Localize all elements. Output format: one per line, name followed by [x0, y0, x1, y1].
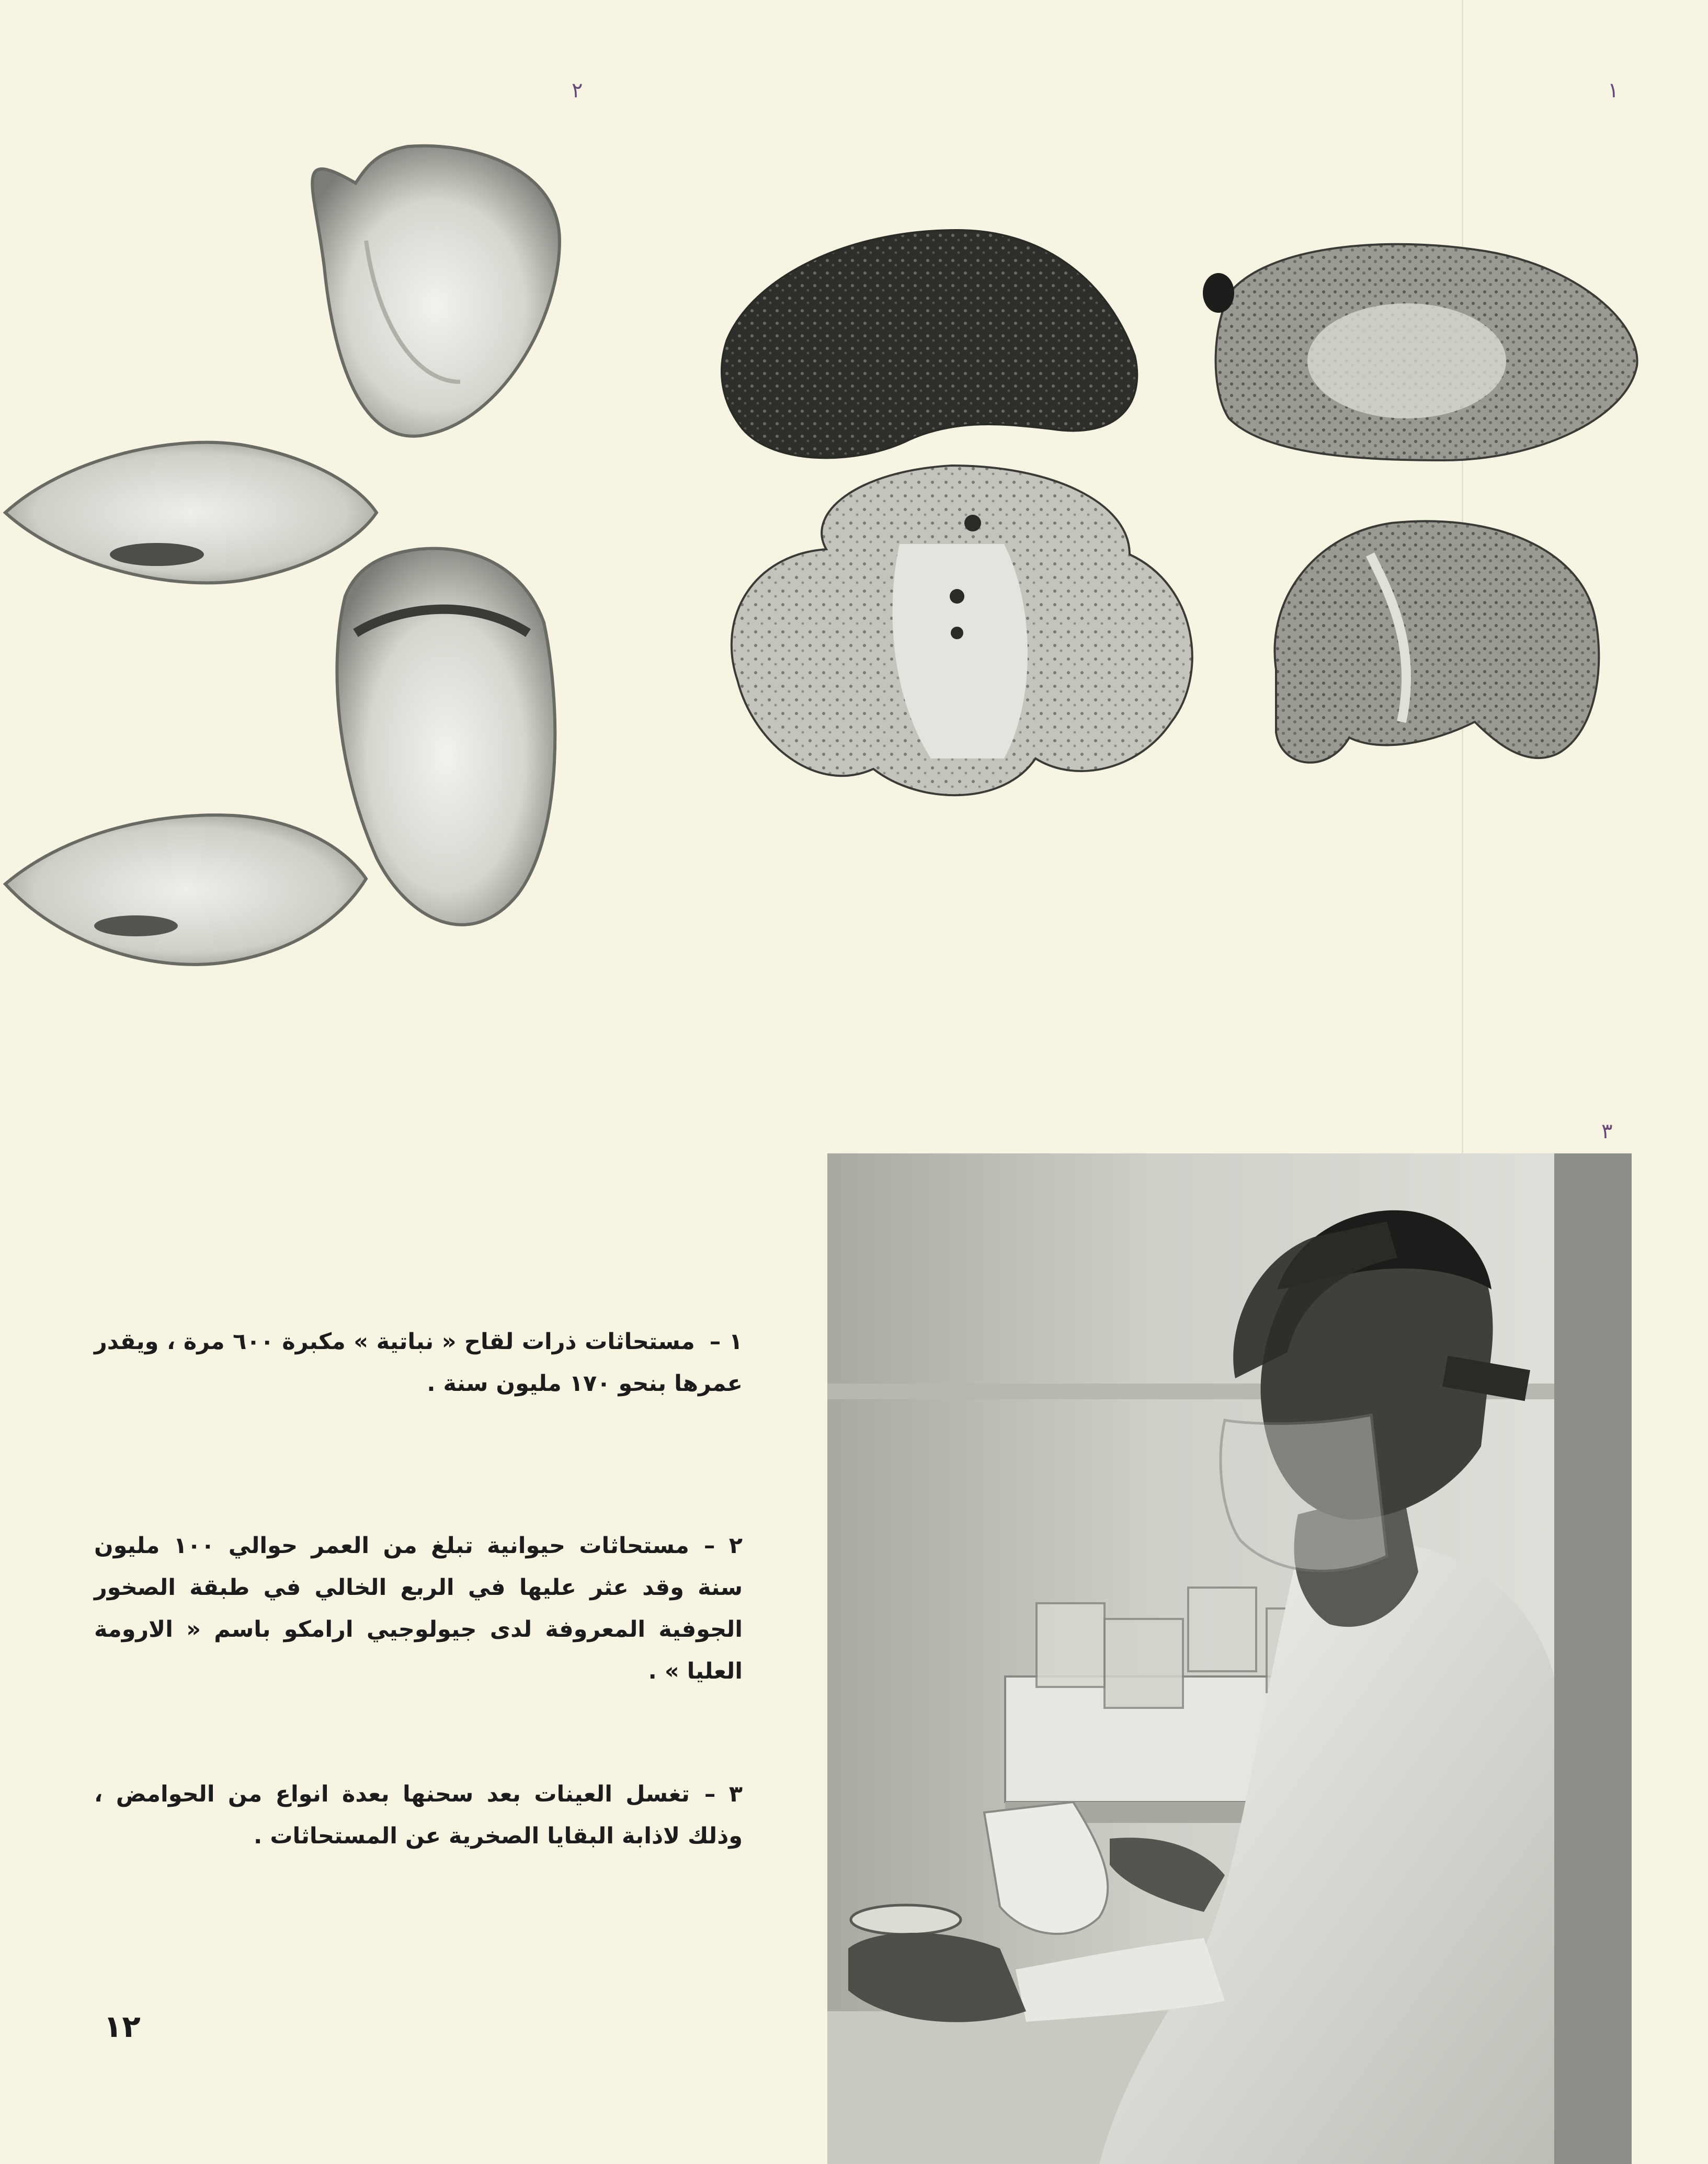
- figure-3-lab-technician-photo: [827, 1153, 1632, 2164]
- caption-1-number: ١ –: [709, 1329, 743, 1355]
- caption-1: [94, 1321, 743, 1404]
- figure-2-animal-fossils-photo: [0, 136, 580, 1025]
- figure-label-3: ٣: [1601, 1119, 1613, 1143]
- figure-1-pollen-fossils-photo: [711, 220, 1642, 847]
- caption-1-text: مستحاثات ذرات لقاح « نباتية » مكبرة ٦٠٠ مرة ، ويقدر عمرها بنحو ١٧٠ مليون سنة .: [94, 1329, 743, 1397]
- caption-2-number: ٢ –: [703, 1533, 743, 1559]
- caption-2: [94, 1525, 743, 1692]
- caption-3-text: تغسل العينات بعد سحنها بعدة انواع من الحوامض ، وذلك لاذابة البقايا الصخرية عن المستحاثات .: [94, 1781, 743, 1849]
- caption-3: [94, 1773, 743, 1857]
- caption-2-text: مستحاثات حيوانية تبلغ من العمر حوالي ١٠٠ مليون سنة وقد عثر عليها في الربع الخالي في طبقة الصخور الجوفية المعروفة لدى جيولوجيي ارامكو باسم « الارومة العليا » .: [94, 1533, 743, 1684]
- caption-3-number: ٣ –: [704, 1781, 743, 1807]
- figure-label-1: ١: [1608, 78, 1619, 103]
- figure-label-2: ٢: [572, 78, 583, 103]
- page-number: ١٢: [104, 2009, 141, 2044]
